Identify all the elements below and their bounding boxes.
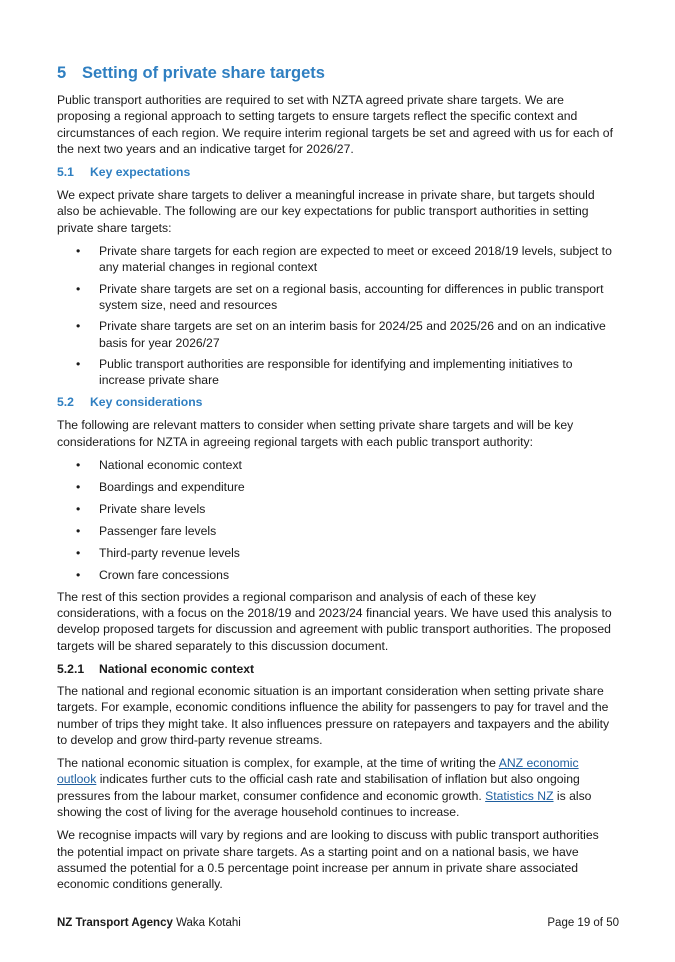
section-title: Setting of private share targets xyxy=(82,64,325,82)
bullet-icon: • xyxy=(76,501,81,516)
bullet-icon: • xyxy=(76,567,81,582)
section-number: 5.2.1 xyxy=(57,661,85,676)
economic-context-para-2: The national economic situation is complex, for example, at the time of writing the ANZ economic outlook indicates further cuts to the official cash rate and stabilisation of inflation but also ongoing pressures from the labour market, consumer confidence and economic growth. Statistics NZ is also showing the cost of living for the average household continues to increase. xyxy=(57,756,592,820)
list-item: • Third-party revenue levels xyxy=(76,545,240,560)
bullet-icon: • xyxy=(76,319,81,334)
document-page xyxy=(57,62,619,900)
list-item: • Passenger fare levels xyxy=(76,523,217,538)
economic-context-para-3: We recognise impacts will vary by regions and are looking to discuss with public transport authorities the potential impact on private share targets. As a starting point and on a national basis, we have assumed the potential for a 0.5 percentage point increase per annum in private share associated economic conditions generally. xyxy=(57,828,599,892)
section-5-2-outro: The rest of this section provides a regional comparison and analysis of each of these key considerations, with a focus on the 2018/19 and 2023/24 financial years. We have used this analysis to develop proposed targets for discussion and agreement with public transport authorities. The proposed targets will be shared separately to this discussion document. xyxy=(57,589,612,653)
key-considerations-list xyxy=(57,457,619,583)
statistics-nz-link[interactable]: Statistics NZ xyxy=(485,788,554,803)
bullet-icon: • xyxy=(76,545,81,560)
section-5-heading xyxy=(57,62,619,84)
section-title: National economic context xyxy=(99,661,255,676)
section-5-2-1-heading xyxy=(57,661,619,677)
section-5-2-heading xyxy=(57,394,619,410)
bullet-icon: • xyxy=(76,523,81,538)
section-number: 5.1 xyxy=(57,165,74,180)
list-item: • National economic context xyxy=(76,458,242,473)
bullet-icon: • xyxy=(76,356,81,371)
bullet-icon: • xyxy=(76,479,81,494)
bullet-icon: • xyxy=(76,458,81,473)
section-5-1-heading xyxy=(57,164,619,180)
list-item: • Public transport authorities are responsible for identifying and implementing initiatives to increase private share xyxy=(76,356,573,388)
bullet-icon: • xyxy=(76,281,81,296)
page-number: Page 19 of 50 xyxy=(547,917,619,929)
list-item: • Private share targets are set on an interim basis for 2024/25 and 2025/26 and on an indicative basis for year 2026/27 xyxy=(76,319,606,350)
section-5-1-intro: We expect private share targets to deliver a meaningful increase in private share, but targets should also be achievable. The following are our key expectations for public transport authorities in setting private share targets: xyxy=(57,188,595,235)
key-expectations-list xyxy=(57,243,619,388)
footer-organisation: NZ Transport Agency Waka Kotahi xyxy=(57,917,241,929)
bullet-icon: • xyxy=(76,244,81,259)
list-item: • Boardings and expenditure xyxy=(76,479,245,494)
section-5-intro: Public transport authorities are required to set with NZTA agreed private share targets. We are proposing a regional approach to setting targets to ensure targets reflect the specific context and circumstances of each region. We require interim regional targets be set and agreed with us for each of the next two years and an indicative target for 2026/27. xyxy=(57,93,613,156)
list-item: • Private share targets are set on a regional basis, accounting for differences in public transport system size, need and resources xyxy=(76,281,604,312)
list-item: • Private share targets for each region are expected to meet or exceed 2018/19 levels, subject to any material changes in regional context xyxy=(76,244,612,275)
section-title: Key expectations xyxy=(90,165,191,180)
section-5-2-intro: The following are relevant matters to consider when setting private share targets and will be key considerations for NZTA in agreeing regional targets with each public transport authority: xyxy=(57,418,574,449)
section-title: Key considerations xyxy=(90,395,203,410)
anz-economic-outlook-link[interactable]: ANZ economic outlook xyxy=(57,756,579,787)
list-item: • Crown fare concessions xyxy=(76,567,230,582)
economic-context-para-1: The national and regional economic situation is an important consideration when setting private share targets. For example, economic conditions influence the ability for passengers to pay for travel and the number of trips they might take. It also influences pressure on ratepayers and taxpayers and the ability to develop and grow third-party revenue streams. xyxy=(57,683,610,747)
section-number: 5 xyxy=(57,64,67,82)
list-item: • Private share levels xyxy=(76,501,206,516)
section-number: 5.2 xyxy=(57,395,74,410)
